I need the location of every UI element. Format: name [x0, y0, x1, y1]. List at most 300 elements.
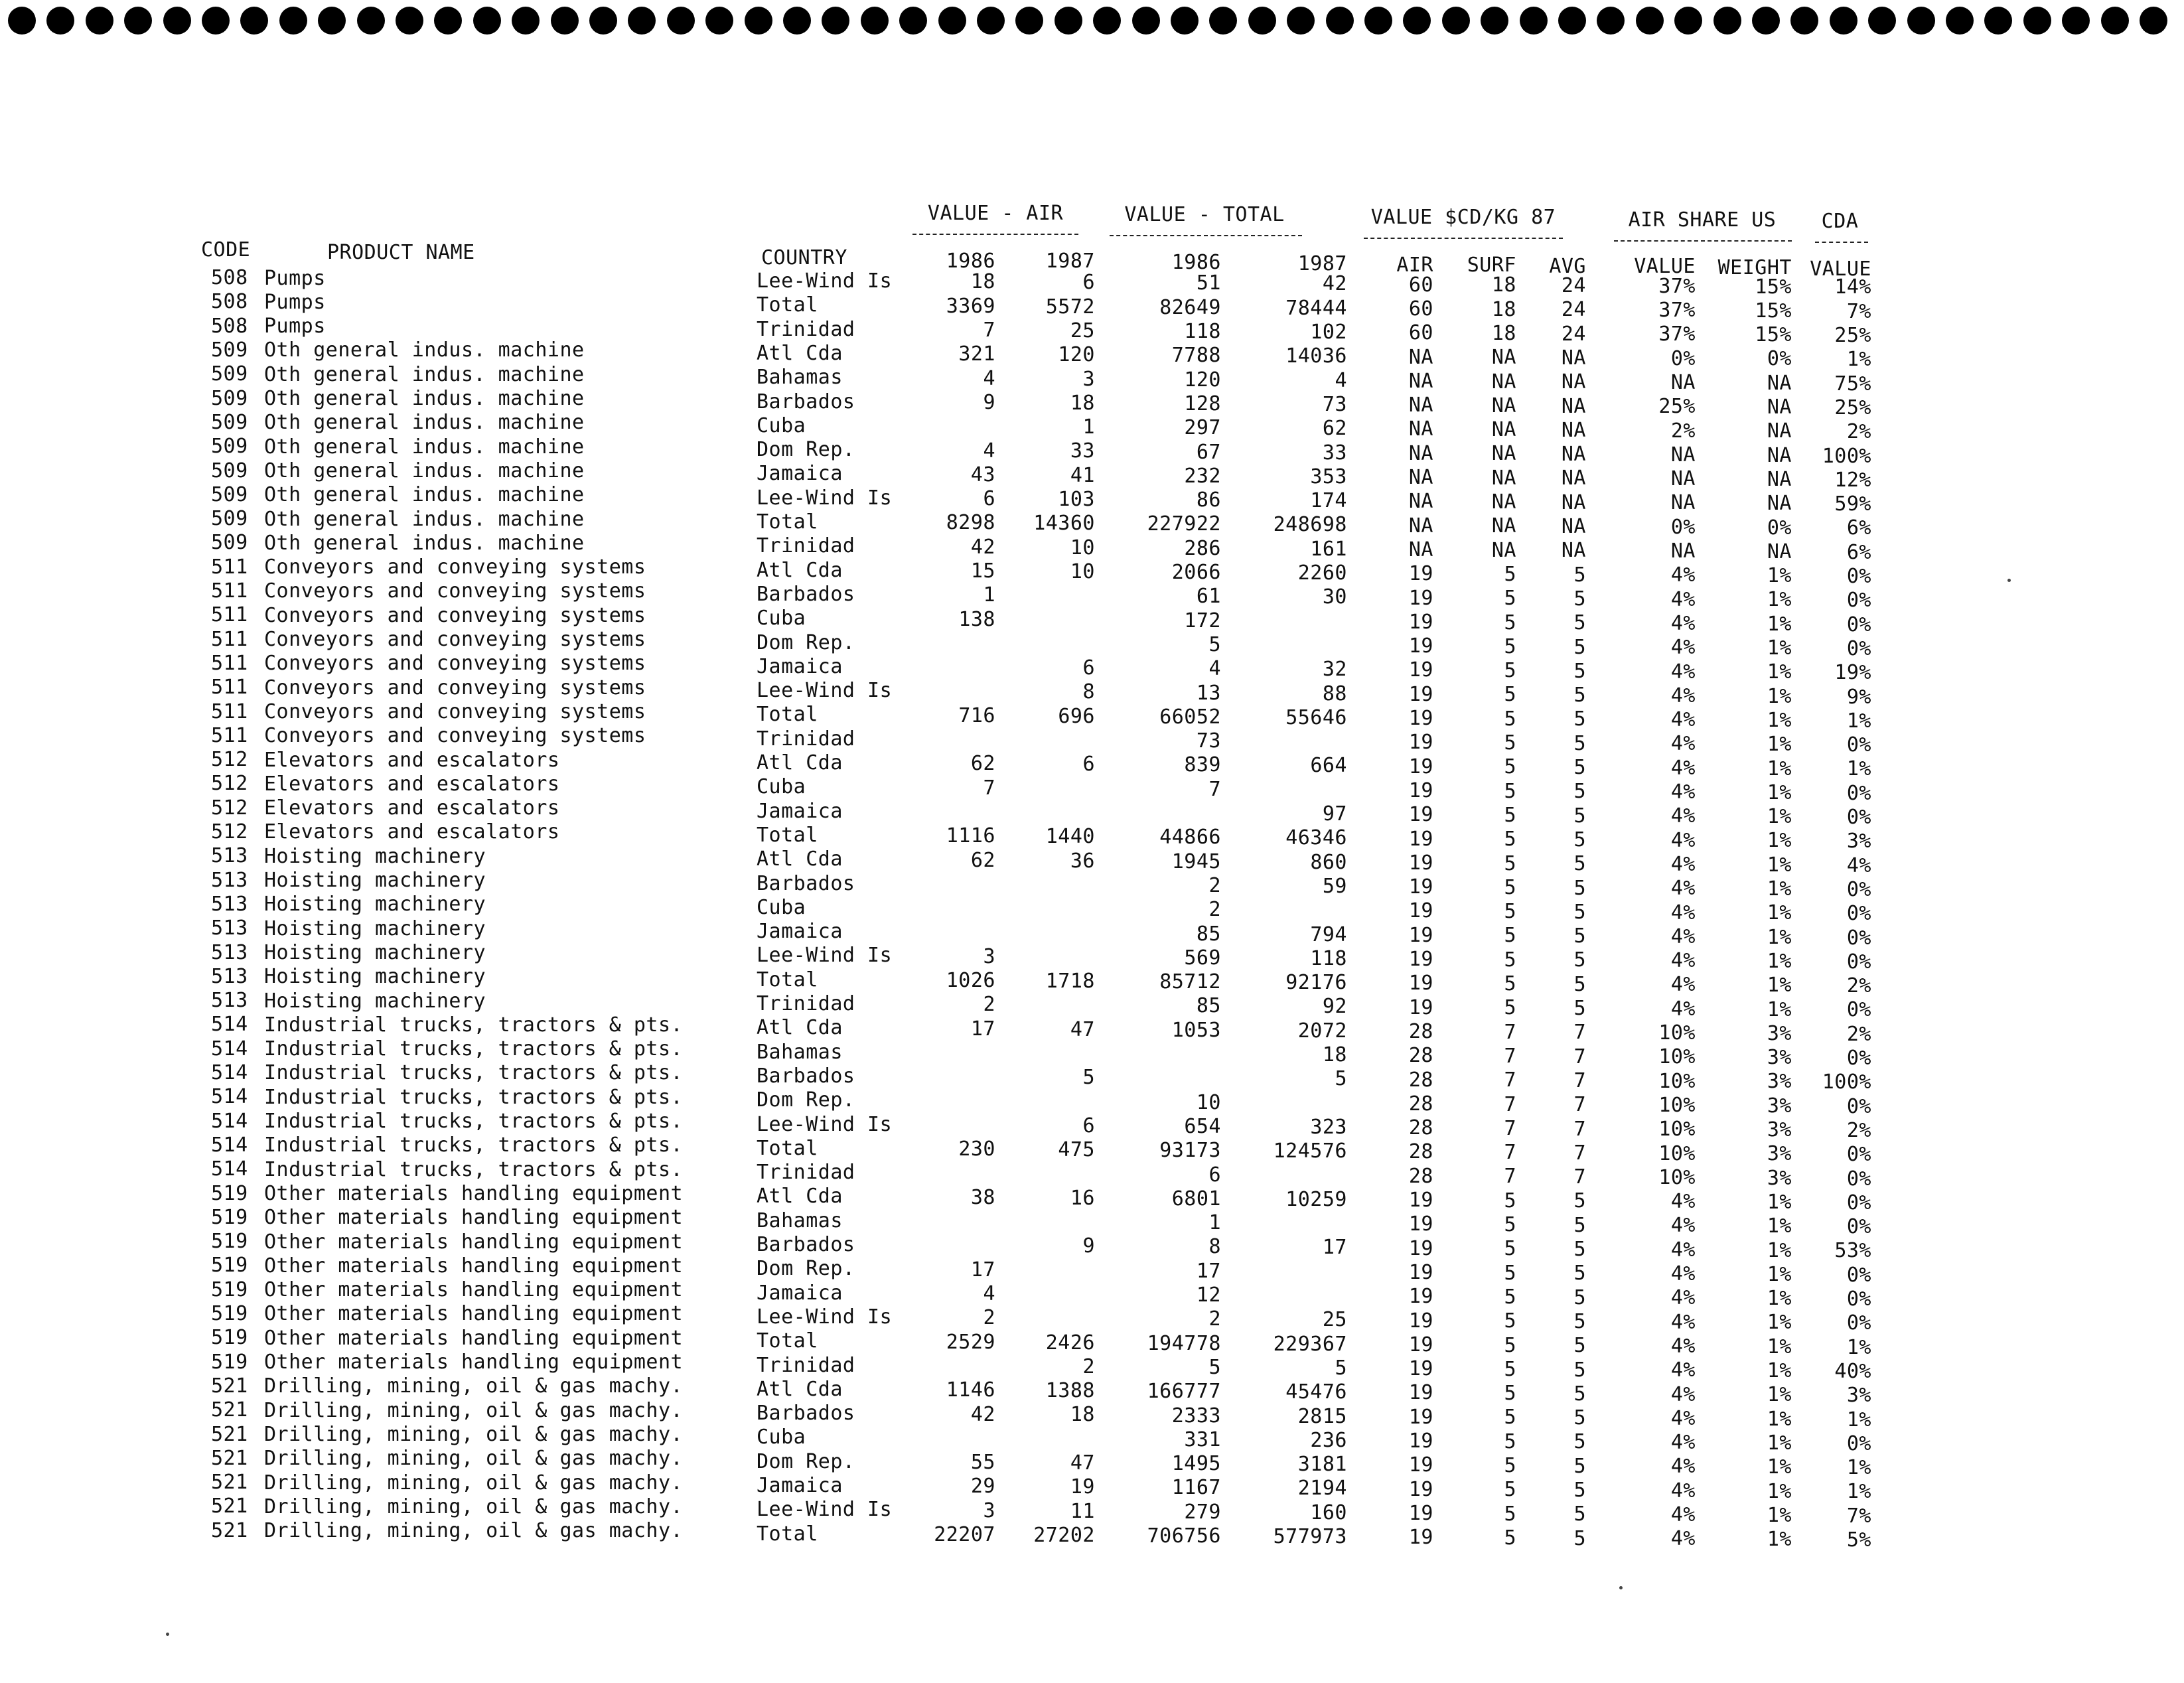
code-cell: 511	[211, 603, 248, 627]
total-1987-cell: 62	[1322, 417, 1347, 441]
total-1986-cell: 7	[1208, 777, 1221, 801]
country-cell: Jamaica	[757, 654, 843, 678]
surf-cdkg-cell: 5	[1504, 1261, 1516, 1285]
total-1986-cell: 1053	[1171, 1018, 1221, 1042]
surf-cdkg-cell: NA	[1491, 490, 1516, 514]
share-value-cell: NA	[1670, 443, 1696, 467]
code-cell: 521	[211, 1374, 248, 1398]
header-total-1987: 1987	[1297, 252, 1347, 275]
air-1987-cell: 5572	[1045, 295, 1095, 319]
surf-cdkg-cell: 7	[1504, 1141, 1516, 1165]
air-1987-cell: 10	[1070, 536, 1095, 559]
country-cell: Total	[757, 823, 818, 847]
surf-cdkg-cell: NA	[1491, 466, 1516, 490]
cda-value-cell: 6%	[1846, 516, 1871, 540]
code-cell: 513	[211, 989, 248, 1013]
avg-cdkg-cell: 7	[1573, 1165, 1586, 1189]
share-weight-cell: 1%	[1767, 1455, 1792, 1479]
total-1987-cell: 102	[1310, 321, 1347, 344]
avg-cdkg-cell: 5	[1573, 731, 1586, 755]
cda-value-cell: 3%	[1846, 1384, 1871, 1408]
share-weight-cell: 1%	[1767, 684, 1792, 708]
total-1987-cell: 174	[1310, 489, 1347, 513]
country-cell: Lee-Wind Is	[757, 1498, 893, 1522]
header-value-air: VALUE - AIR	[927, 202, 1064, 225]
cda-value-cell: 0%	[1846, 1047, 1871, 1070]
total-1987-cell: 45476	[1285, 1380, 1347, 1404]
country-cell: Cuba	[757, 895, 806, 919]
cda-value-cell: 1%	[1846, 1480, 1871, 1504]
air-cdkg-cell: 19	[1408, 1405, 1433, 1429]
cda-value-cell: 2%	[1846, 1118, 1871, 1142]
share-value-cell: 4%	[1670, 1503, 1696, 1527]
share-weight-cell: 1%	[1767, 1335, 1792, 1358]
air-cdkg-cell: NA	[1408, 394, 1433, 417]
avg-cdkg-cell: 5	[1573, 997, 1586, 1021]
avg-cdkg-cell: 24	[1561, 274, 1586, 298]
cda-value-cell: 53%	[1834, 1239, 1871, 1263]
code-cell: 511	[211, 699, 248, 723]
total-1987-cell: 10259	[1285, 1187, 1347, 1211]
avg-cdkg-cell: 5	[1573, 587, 1586, 611]
cda-value-cell: 12%	[1834, 468, 1871, 492]
header-value-cdkg: VALUE $CD/KG 87	[1370, 206, 1556, 229]
total-1987-cell: 160	[1310, 1500, 1347, 1524]
air-1986-cell: 55	[970, 1451, 995, 1475]
share-weight-cell: 15%	[1755, 323, 1792, 347]
total-1986-cell: 13	[1196, 681, 1221, 705]
product-cell: Drilling, mining, oil & gas machy.	[264, 1495, 684, 1518]
cda-value-cell: 100%	[1822, 1070, 1871, 1094]
avg-cdkg-cell: 5	[1573, 1502, 1586, 1526]
surf-cdkg-cell: 5	[1504, 828, 1516, 851]
air-cdkg-cell: 19	[1408, 1189, 1433, 1212]
country-cell: Dom Rep.	[757, 1257, 855, 1281]
avg-cdkg-cell: 5	[1573, 1358, 1586, 1382]
air-1987-cell: 11	[1070, 1499, 1095, 1523]
air-cdkg-cell: 28	[1408, 1019, 1433, 1043]
air-cdkg-cell: 19	[1408, 1236, 1433, 1260]
country-cell: Lee-Wind Is	[757, 679, 893, 703]
total-1986-cell: 1495	[1171, 1452, 1221, 1476]
avg-cdkg-cell: 5	[1573, 948, 1586, 972]
total-1986-cell: 1945	[1171, 849, 1221, 873]
code-cell: 519	[211, 1278, 248, 1301]
avg-cdkg-cell: 7	[1573, 1045, 1586, 1068]
total-1987-cell: 14036	[1285, 344, 1347, 368]
total-1987-cell: 229367	[1273, 1332, 1347, 1356]
avg-cdkg-cell: NA	[1561, 515, 1586, 539]
air-1986-cell: 6	[983, 487, 995, 511]
avg-cdkg-cell: 5	[1573, 876, 1586, 900]
share-weight-cell: 0%	[1767, 516, 1792, 540]
total-1987-cell: 248698	[1273, 513, 1347, 537]
air-1986-cell: 3	[983, 944, 995, 968]
share-weight-cell: 1%	[1767, 612, 1792, 636]
total-1986-cell: 7788	[1171, 344, 1221, 368]
total-1987-cell: 323	[1310, 1115, 1347, 1139]
air-1986-cell: 138	[958, 607, 995, 631]
surf-cdkg-cell: 5	[1504, 996, 1516, 1020]
surf-cdkg-cell: NA	[1491, 538, 1516, 562]
product-cell: Conveyors and conveying systems	[264, 699, 646, 723]
country-cell: Jamaica	[757, 799, 843, 823]
cda-value-cell: 0%	[1846, 1191, 1871, 1214]
total-1986-cell: 8	[1208, 1235, 1221, 1259]
surf-cdkg-cell: 5	[1504, 1357, 1516, 1381]
code-cell: 509	[211, 410, 248, 434]
product-cell: Oth general indus. machine	[264, 435, 585, 459]
air-cdkg-cell: 19	[1408, 562, 1433, 586]
country-cell: Barbados	[757, 871, 855, 895]
country-cell: Trinidad	[757, 1161, 855, 1185]
share-value-cell: 4%	[1670, 852, 1696, 876]
surf-cdkg-cell: 7	[1504, 1165, 1516, 1189]
surf-cdkg-cell: 18	[1491, 297, 1516, 321]
code-cell: 514	[211, 1085, 248, 1109]
share-weight-cell: 1%	[1767, 780, 1792, 804]
avg-cdkg-cell: 5	[1573, 1262, 1586, 1285]
share-value-cell: 4%	[1670, 732, 1696, 756]
product-cell: Conveyors and conveying systems	[264, 579, 646, 603]
total-1986-cell: 1167	[1171, 1476, 1221, 1500]
share-value-cell: 4%	[1670, 1214, 1696, 1238]
surf-cdkg-cell: 5	[1504, 755, 1516, 779]
cda-value-cell: 2%	[1846, 1022, 1871, 1046]
share-value-cell: 4%	[1670, 1455, 1696, 1479]
share-value-cell: 4%	[1670, 684, 1696, 707]
country-cell: Lee-Wind Is	[757, 944, 893, 968]
air-1987-cell: 36	[1070, 849, 1095, 873]
total-1987-cell: 794	[1310, 922, 1347, 946]
divider	[1110, 235, 1302, 236]
country-cell: Barbados	[757, 582, 855, 606]
surf-cdkg-cell: 7	[1504, 1068, 1516, 1092]
country-cell: Total	[757, 968, 818, 991]
cda-value-cell: 1%	[1846, 1408, 1871, 1431]
header-air-1987: 1987	[1045, 250, 1095, 273]
product-cell: Pumps	[264, 266, 326, 290]
code-cell: 514	[211, 1157, 248, 1181]
total-1987-cell: 5	[1335, 1356, 1347, 1380]
share-value-cell: 37%	[1658, 299, 1696, 323]
air-1986-cell: 2	[983, 993, 995, 1017]
total-1986-cell: 6801	[1171, 1187, 1221, 1210]
country-cell: Lee-Wind Is	[757, 486, 893, 510]
air-1986-cell: 29	[970, 1475, 995, 1499]
total-1986-cell: 4	[1208, 657, 1221, 681]
code-cell: 521	[211, 1422, 248, 1446]
air-cdkg-cell: NA	[1408, 345, 1433, 369]
cda-value-cell: 0%	[1846, 1094, 1871, 1118]
code-cell: 513	[211, 916, 248, 940]
air-cdkg-cell: 19	[1408, 1429, 1433, 1453]
surf-cdkg-cell: NA	[1491, 394, 1516, 417]
share-value-cell: 0%	[1670, 515, 1696, 539]
cda-value-cell: 25%	[1834, 396, 1871, 419]
cda-value-cell: 0%	[1846, 1431, 1871, 1455]
share-value-cell: 37%	[1658, 274, 1696, 298]
share-value-cell: 4%	[1670, 949, 1696, 973]
cda-value-cell: 25%	[1834, 324, 1871, 348]
air-cdkg-cell: 19	[1408, 851, 1433, 875]
header-total-1986: 1986	[1171, 251, 1221, 274]
air-cdkg-cell: 19	[1408, 1357, 1433, 1381]
air-1987-cell: 1388	[1045, 1379, 1095, 1403]
share-weight-cell: 3%	[1767, 1142, 1792, 1166]
product-cell: Industrial trucks, tractors & pts.	[264, 1013, 684, 1037]
cda-value-cell: 40%	[1834, 1359, 1871, 1383]
avg-cdkg-cell: 5	[1573, 780, 1586, 804]
total-1987-cell: 17	[1322, 1236, 1347, 1260]
cda-value-cell: 0%	[1846, 1263, 1871, 1287]
cda-value-cell: 4%	[1846, 853, 1871, 877]
code-cell: 509	[211, 531, 248, 555]
total-1987-cell: 860	[1310, 850, 1347, 874]
product-cell: Industrial trucks, tractors & pts.	[264, 1037, 684, 1061]
country-cell: Trinidad	[757, 992, 855, 1016]
air-1987-cell: 6	[1082, 753, 1095, 776]
code-cell: 521	[211, 1471, 248, 1495]
country-cell: Dom Rep.	[757, 1449, 855, 1473]
scan-speck	[2007, 579, 2011, 582]
surf-cdkg-cell: NA	[1491, 442, 1516, 466]
air-1987-cell: 16	[1070, 1186, 1095, 1210]
air-cdkg-cell: 19	[1408, 995, 1433, 1019]
country-cell: Bahamas	[757, 1208, 843, 1232]
share-weight-cell: 1%	[1767, 853, 1792, 877]
air-cdkg-cell: 28	[1408, 1164, 1433, 1188]
surf-cdkg-cell: 5	[1504, 972, 1516, 996]
country-cell: Trinidad	[757, 534, 855, 558]
total-1987-cell: 3181	[1297, 1453, 1347, 1477]
cda-value-cell: 0%	[1846, 926, 1871, 950]
share-value-cell: 10%	[1658, 1118, 1696, 1141]
code-cell: 513	[211, 868, 248, 892]
share-weight-cell: 1%	[1767, 1287, 1792, 1311]
total-1987-cell: 33	[1322, 441, 1347, 465]
surf-cdkg-cell: NA	[1491, 418, 1516, 442]
share-value-cell: 25%	[1658, 395, 1696, 419]
country-cell: Total	[757, 703, 818, 727]
code-cell: 519	[211, 1230, 248, 1254]
surf-cdkg-cell: 5	[1504, 1502, 1516, 1526]
header-value-total: VALUE - TOTAL	[1124, 203, 1285, 226]
total-1986-cell: 61	[1196, 585, 1221, 609]
avg-cdkg-cell: 5	[1573, 611, 1586, 635]
air-1986-cell: 4	[983, 439, 995, 463]
code-cell: 508	[211, 266, 248, 290]
header-cda-value: VALUE	[1810, 257, 1871, 281]
share-value-cell: NA	[1670, 540, 1696, 563]
product-cell: Elevators and escalators	[264, 796, 560, 820]
country-cell: Cuba	[757, 413, 806, 437]
air-cdkg-cell: 19	[1408, 1501, 1433, 1525]
product-cell: Hoisting machinery	[264, 965, 486, 989]
share-weight-cell: 1%	[1767, 1407, 1792, 1431]
code-cell: 514	[211, 1133, 248, 1157]
code-cell: 519	[211, 1181, 248, 1205]
avg-cdkg-cell: 5	[1573, 635, 1586, 659]
air-cdkg-cell: 19	[1408, 948, 1433, 972]
total-1986-cell: 82649	[1159, 295, 1221, 319]
divider	[912, 234, 1078, 235]
avg-cdkg-cell: 24	[1561, 298, 1586, 322]
product-cell: Elevators and escalators	[264, 748, 560, 772]
surf-cdkg-cell: NA	[1491, 514, 1516, 538]
country-cell: Jamaica	[757, 1281, 843, 1305]
country-cell: Cuba	[757, 1426, 806, 1449]
cda-value-cell: 0%	[1846, 998, 1871, 1022]
air-cdkg-cell: 19	[1408, 658, 1433, 682]
surf-cdkg-cell: 5	[1504, 1333, 1516, 1357]
total-1987-cell: 32	[1322, 658, 1347, 682]
share-value-cell: 2%	[1670, 419, 1696, 443]
surf-cdkg-cell: 5	[1504, 562, 1516, 586]
air-cdkg-cell: NA	[1408, 514, 1433, 538]
air-cdkg-cell: 60	[1408, 297, 1433, 321]
surf-cdkg-cell: 5	[1504, 611, 1516, 634]
product-cell: Conveyors and conveying systems	[264, 603, 646, 627]
share-weight-cell: 1%	[1767, 925, 1792, 949]
product-cell: Oth general indus. machine	[264, 507, 585, 531]
surf-cdkg-cell: NA	[1491, 370, 1516, 394]
avg-cdkg-cell: 5	[1573, 659, 1586, 683]
product-cell: Other materials handling equipment	[264, 1302, 684, 1326]
cda-value-cell: 0%	[1846, 877, 1871, 901]
air-1986-cell: 1026	[946, 969, 995, 993]
air-cdkg-cell: 28	[1408, 1044, 1433, 1068]
code-cell: 519	[211, 1350, 248, 1374]
surf-cdkg-cell: 5	[1504, 1526, 1516, 1550]
air-1986-cell: 8298	[946, 511, 995, 535]
share-value-cell: 4%	[1670, 901, 1696, 924]
total-1987-cell: 124576	[1273, 1139, 1347, 1163]
air-1987-cell: 475	[1058, 1138, 1095, 1162]
header-avg: AVG	[1549, 255, 1586, 278]
total-1987-cell: 2260	[1297, 561, 1347, 585]
air-1987-cell: 41	[1070, 463, 1095, 487]
avg-cdkg-cell: 5	[1573, 1430, 1586, 1454]
total-1987-cell: 46346	[1285, 826, 1347, 850]
share-weight-cell: 1%	[1767, 805, 1792, 829]
total-1986-cell: 67	[1196, 440, 1221, 464]
total-1987-cell: 73	[1322, 392, 1347, 416]
total-1986-cell: 569	[1184, 946, 1221, 970]
cda-value-cell: 0%	[1846, 733, 1871, 757]
avg-cdkg-cell: 7	[1573, 1068, 1586, 1092]
cda-value-cell: 0%	[1846, 1167, 1871, 1191]
country-cell: Barbados	[757, 1402, 855, 1426]
share-weight-cell: 1%	[1767, 1262, 1792, 1286]
product-cell: Other materials handling equipment	[264, 1254, 684, 1278]
air-cdkg-cell: 19	[1408, 755, 1433, 778]
air-1987-cell: 47	[1070, 1451, 1095, 1475]
air-cdkg-cell: 60	[1408, 321, 1433, 345]
total-1987-cell: 2815	[1297, 1404, 1347, 1428]
cda-value-cell: 6%	[1846, 540, 1871, 564]
country-cell: Atl Cda	[757, 558, 843, 582]
header-air-1986: 1986	[946, 250, 995, 273]
code-cell: 519	[211, 1205, 248, 1229]
total-1986-cell: 172	[1184, 609, 1221, 632]
total-1987-cell: 55646	[1285, 705, 1347, 729]
total-1987-cell: 353	[1310, 465, 1347, 488]
surf-cdkg-cell: 5	[1504, 634, 1516, 658]
share-weight-cell: 15%	[1755, 275, 1792, 299]
share-weight-cell: 3%	[1767, 1094, 1792, 1118]
air-cdkg-cell: 19	[1408, 778, 1433, 802]
header-code: CODE	[201, 238, 251, 261]
share-weight-cell: 1%	[1767, 1190, 1792, 1214]
share-weight-cell: NA	[1767, 492, 1792, 516]
code-cell: 511	[211, 555, 248, 579]
total-1987-cell: 5	[1335, 1067, 1347, 1091]
surf-cdkg-cell: 18	[1491, 321, 1516, 345]
cda-value-cell: 0%	[1846, 950, 1871, 974]
total-1986-cell: 194778	[1147, 1331, 1221, 1355]
air-1987-cell: 10	[1070, 559, 1095, 583]
divider	[1614, 240, 1792, 242]
total-1986-cell: 654	[1184, 1114, 1221, 1138]
share-value-cell: 10%	[1658, 1045, 1696, 1069]
share-value-cell: 4%	[1670, 1262, 1696, 1286]
surf-cdkg-cell: 5	[1504, 779, 1516, 803]
surf-cdkg-cell: 7	[1504, 1116, 1516, 1140]
product-cell: Other materials handling equipment	[264, 1351, 684, 1374]
air-cdkg-cell: 19	[1408, 1212, 1433, 1236]
total-1986-cell: 2066	[1171, 561, 1221, 584]
product-cell: Conveyors and conveying systems	[264, 724, 646, 748]
country-cell: Cuba	[757, 775, 806, 799]
air-cdkg-cell: 19	[1408, 707, 1433, 731]
code-cell: 509	[211, 435, 248, 459]
share-weight-cell: 1%	[1767, 564, 1792, 588]
total-1987-cell: 2072	[1297, 1019, 1347, 1043]
code-cell: 521	[211, 1518, 248, 1542]
code-cell: 511	[211, 579, 248, 603]
code-cell: 521	[211, 1495, 248, 1518]
share-weight-cell: 1%	[1767, 757, 1792, 780]
cda-value-cell: 0%	[1846, 1287, 1871, 1311]
avg-cdkg-cell: NA	[1561, 443, 1586, 467]
avg-cdkg-cell: 5	[1573, 1309, 1586, 1333]
code-cell: 519	[211, 1302, 248, 1325]
share-value-cell: 4%	[1670, 804, 1696, 828]
total-1986-cell: 1	[1208, 1211, 1221, 1235]
air-1987-cell: 47	[1070, 1017, 1095, 1041]
share-value-cell: NA	[1670, 370, 1696, 394]
product-cell: Hoisting machinery	[264, 869, 486, 893]
share-weight-cell: 1%	[1767, 949, 1792, 973]
air-1987-cell: 5	[1082, 1066, 1095, 1090]
code-cell: 511	[211, 651, 248, 675]
air-cdkg-cell: NA	[1408, 369, 1433, 393]
air-cdkg-cell: 60	[1408, 273, 1433, 297]
product-cell: Industrial trucks, tractors & pts.	[264, 1110, 684, 1134]
code-cell: 514	[211, 1037, 248, 1061]
share-value-cell: 4%	[1670, 708, 1696, 732]
cda-value-cell: 0%	[1846, 781, 1871, 805]
code-cell: 509	[211, 362, 248, 386]
product-cell: Other materials handling equipment	[264, 1278, 684, 1302]
share-weight-cell: 1%	[1767, 997, 1792, 1021]
product-cell: Industrial trucks, tractors & pts.	[264, 1085, 684, 1109]
product-cell: Drilling, mining, oil & gas machy.	[264, 1374, 684, 1398]
air-cdkg-cell: 19	[1408, 1309, 1433, 1333]
total-1987-cell: 78444	[1285, 296, 1347, 320]
surf-cdkg-cell: 5	[1504, 1189, 1516, 1212]
